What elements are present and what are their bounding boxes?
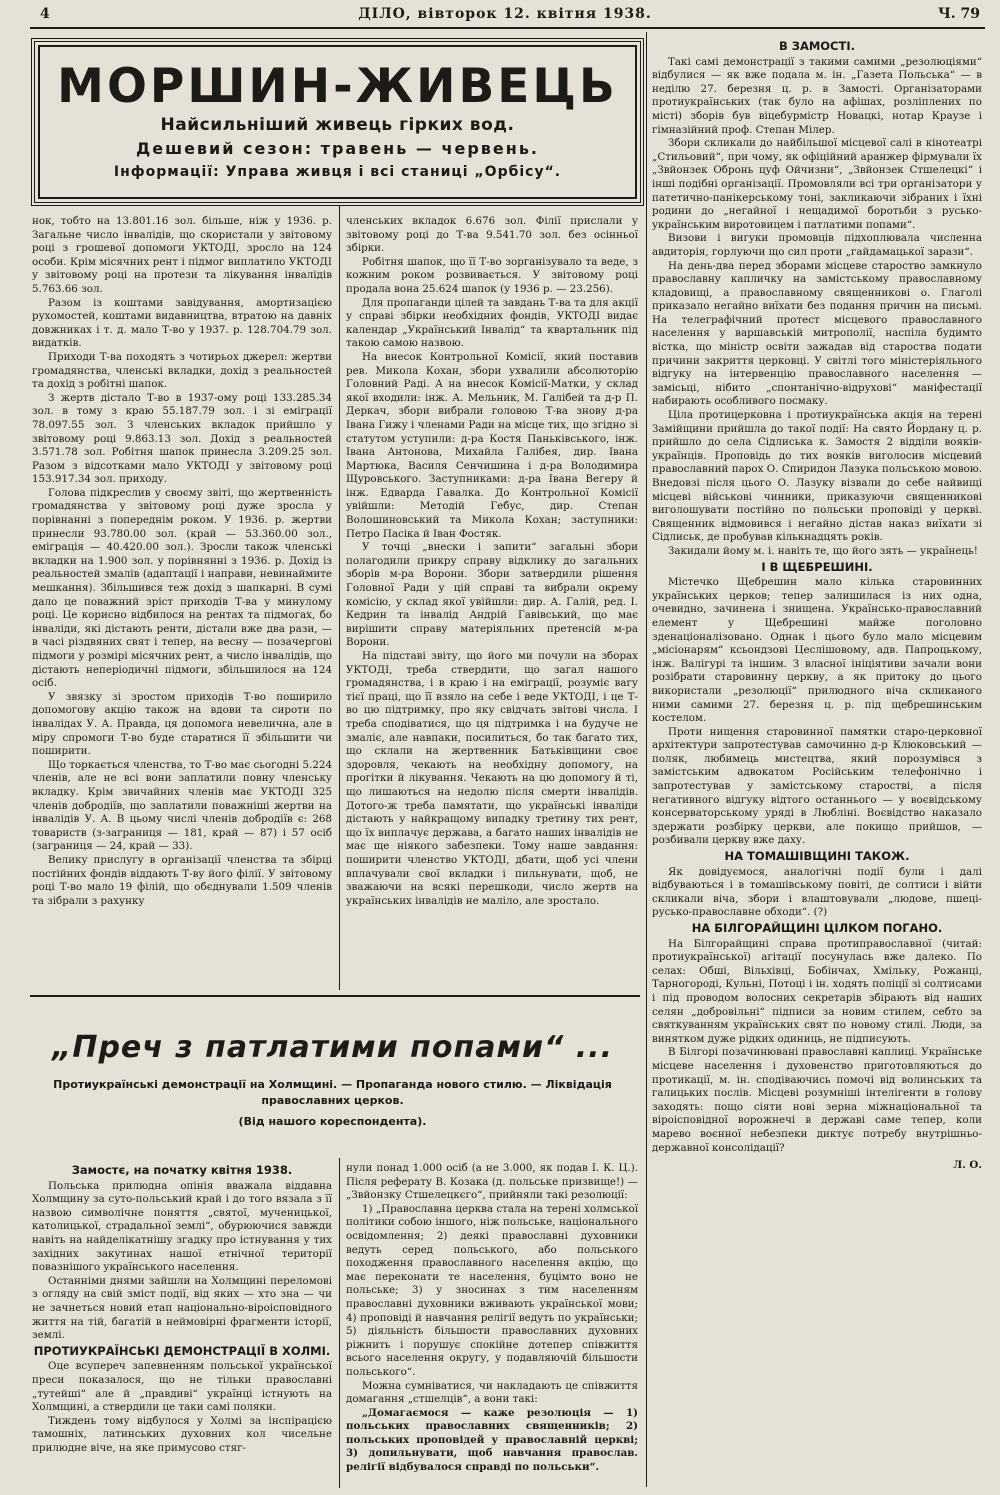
paragraph: Як довідуємося, аналогічні події були і далі відбуваються і в томашівському повіті, де солтиси і війти скликали віча, збори і влаштовували „людове, пшеці-русько-православне обходи“. (?) <box>652 865 982 919</box>
article-left-column <box>32 1162 332 1490</box>
paragraph: Для пропаганди цілей та завдань Т-ва та для акції у справі збірки необхідних фондів, УКТОДІ видає календар „Український Інвалід“ та квартальник під такою самою назвою. <box>346 296 638 350</box>
column-divider-mid <box>339 205 340 990</box>
middle-column <box>346 215 638 990</box>
paragraph: Голова підкреслив у своєму звіті, що жертвенність громадянства у звітовому році дуже зросла у порівнанні з попереднім роком. У 1936. р. жертви принесли 93.780.00 зол. (край — 53.360.00 зол., еміграція — 40.420.00 зол.). Зросли також членські вкладки на 1.900 зол. у порівнянні з 1936. р. Дохід із реальностей змалів (адаптації і направи, невинаймите мешкання). Збільшився теж дохід з шапкарні. В сумі дало це поважний зріст приходів Т-ва у минулому році. Це корисно відбилося на рентах та підмогах, бо інваліди, які дістають ренти, дістали вже два рази, — в часі різдвяних свят і тепер, на весну — позачергові підмоги у розмірі місячних рент, а число інвалідів, що дістають неперіодичні підмоги, збільшилося на 124 осіб. <box>32 486 332 690</box>
paragraph: Велику прислугу в організації членства та збірці постійних фондів віддають Т-ву його філії. У звітовому році Т-во мало 19 філій, що обєднували 1.509 членів та зібрали з рахунку <box>32 853 332 907</box>
paragraph: „Домагаємося — каже резолюція — 1) польських православних священників; 2) польських проповідей у православній церкві; 3) допильнувати, щоб навчання православ. релігії відбувалося справді по польськи“. <box>346 1406 638 1474</box>
section-heading: ПРОТИУКРАЇНСЬКІ ДЕМОНСТРАЦІЇ В ХОЛМІ. <box>33 1343 331 1358</box>
paragraph: нок, тобто на 13.801.16 зол. більше, ніж у 1936. р. Загальне число інвалідів, що скористали у звітовому році з грошевої допомоги УКТОДІ, зросло на 124 особи. Крім місячних рент і підмог виплатило УКТОДІ у звітовому році на протези та лікування інвалідів 5.763.66 зол. <box>32 215 332 295</box>
advertisement <box>38 45 637 199</box>
paragraph: На день-два перед зборами місцеве староство замкнуло православну капличку на замістському православному кладовищі, а православному священникові о. Глаголі приказало негайно виїхати без подання причин на письмі. На телеграфічний протест місцевого православного населення у варшавській митрополії, наспіла будимто вістка, що міністр освіти зажадав від староства подати причини закриття церковці. У світлі того міністеріяльного відгуку на інтервенцію православного населення — замісьці, нібито „спонтанічно-відрухові“ маніфестації набирають особливого посмаку. <box>652 259 982 408</box>
paragraph: Разом із коштами завідування, амортизацією рухомостей, коштами видавництва, втратою на давніх довжниках і т. д. мало Т-во у 1937. р. 128.704.79 зол. видатків. <box>32 296 332 350</box>
page-header <box>30 4 980 24</box>
paragraph: членських вкладок 6.676 зол. Філії прислали у звітовому році до Т-ва 9.541.70 зол. без осінньої збірки. <box>346 215 638 255</box>
article-correspondent: (Від нашого кореспондента). <box>238 1115 427 1128</box>
paragraph: Збори скликали до найбільшої місцевої салі в кінотеатрі „Стильовий“, при чому, як офіційний аранжер фірмували їх „Звйонзек Обронь цуф Ойчизни“, „Звйонзек Стшелецкі“ і інші подібні організації. Промовляли всі три організатори у патетично-панікерському тоні, закликаючи зібраних і їхні родини до „негайної і нещадимої боротьби з русько-українським виротовицем і патлатими попами“. <box>652 137 982 231</box>
paragraph: У звязку зі зростом приходів Т-во поширило допомогову акцію також на вдови та сироти по інвалідах У. А. Правда, ця допомога невелична, але в міру спромоги Т-во буде старатися її збільшити чи поширити. <box>32 690 332 758</box>
page-number: 4 <box>40 6 50 22</box>
header-rule <box>30 27 985 29</box>
paragraph: Проти нищення старовинної памятки старо-церковної архітектури запротестував самочинно д-р Клюковський — поляк, любимець мистецтва, який порозумівся з замістським адвокатом Російським телефонічно і запротестував у замістському старостві, а після негативного відгуку відтого останнього — у воєвідському консерваторському уряді в Любліні. Воєвідство наказало здержати розбірку церкви, але покищо прийшов, — розбивали церкву вже даху. <box>652 725 982 847</box>
paragraph: нули понад 1.000 осіб (а не 3.000, як подав І. К. Ц.). Після реферату В. Козака (д. польське призвище!) — „Звйонзку Стшелецкєго“, прийняли такі резолюції: <box>346 1162 638 1202</box>
paragraph: Приходи Т-ва походять з чотирьох джерел: жертви громадянства, членські вкладки, дохід з реальностей та дохід з робітні шапок. <box>32 350 332 391</box>
article-right-column <box>346 1162 638 1490</box>
ad-season: Дешевий сезон: травень — червень. <box>135 139 540 158</box>
paragraph: 1) „Православна церква стала на терені холмської політики собою іншого, ніж польське, національного освідомлення; 2) деякі православні духовники ведуть серед польського, або польського походження православного населення акцію, що має переконати те населення, буцімто воно не польське; 3) у зносинах з тим населенням православні духовники вживають української мови; 4) проповіді й навчання релігії ведуть по українськи; 5) діяльність більшости православних духовних ріжнить і порушує спокійне дотепер співжиття всього населення округу, у подавляючій більшости польського“. <box>346 1202 638 1378</box>
masthead: ДІЛО, вівторок 12. квітня 1938. <box>358 6 652 22</box>
paragraph: Робітня шапок, що її Т-во зорганізувало та веде, з кожним роком розвивається. У звітовому році продала вона 25.624 шапок (у 1936 р. — 23.256). <box>346 255 638 295</box>
section-rule <box>30 995 640 997</box>
section-heading: В ЗАМОСТІ. <box>779 39 855 53</box>
section-heading: НА ТОМАШІВЩИНІ ТАКОЖ. <box>724 849 910 864</box>
section-heading: НА БІЛГОРАЙЩИНІ ЦІЛКОМ ПОГАНО. <box>691 921 943 935</box>
paragraph: На Білгорайщині справа протиправославної (читай: протиукраїнської) агітації посунулась вже далеко. По селах: Обші, Вільхівці, Бобінчах, Хмільку, Рожанці, Тарногороді, Кульні, Потоці і ін. ходять поліції зі солтисами і під проводом волосних секретарів збірають від наших селян „добровільні“ підписи за новим стилем, себто за святкуванням українських свят по новому стилі. Люди, за винятком дуже рідких одиниць, не підписують. <box>652 937 982 1045</box>
left-column <box>32 215 332 990</box>
ad-title: МОРШИН-ЖИВЕЦЬ <box>57 59 618 114</box>
article-headline: „Преч з патлатими попами“ ... <box>52 1030 613 1065</box>
paragraph: В Білгорі позачинювані православні каплиці. Українське місцеве населення і духовенство приготовляються до протикації, м. ін. сподіваючись помочі від волинських та галицьких послів. Місцеві розумніші інтелігенти в голову заходять: пощо сіяти нові зерна міжнаціональної та віроісповідної ворожнечі в державі саме тепер, коли марево воєнної небезпеки диктує потребу внутрішньо-державної консолідації? <box>652 1046 982 1154</box>
paragraph: Містечко Щебрешин мало кілька старовинних українських церков; тепер залишилася із них одна, очевидно, зачинена і знищена. Українсько-православний елемент у Щебрешині майже поголовно зденаціоналізовано. Однак і цього було мало місцевим „місіонарям“ ксьондзові Цеслішовому, адв. Папроцькому, інж. Валігурі та іншим. З власної ініціятиви зачали вони розібрати старовинну церкву, а як притоку до цього використали „резолюції“ прилюдного віча скликаного ними самими 27. березня ц. р. під щебрешинським костелом. <box>652 576 982 725</box>
paragraph: Що торкається членства, то Т-во має сьогодні 5.224 членів, але не всі вони заплатили повну членську вкладку. Крім звичайних членів має УКТОДІ 325 членів добродіїв, що заплатили поважніші жертви на інвалідів У. А. В цьому числі членів добродіїв є: 268 товариств (з-заграниця — 181, край — 87) і 57 осіб (заграниця — 24, край — 33). <box>32 758 332 853</box>
paragraph: Такі самі демонстрації з такими самими „резолюціями“ відбулися — як вже подала м. ін. „Газета Польська“ — в неділю 27. березня ц. р. в Замості. Організаторами протиукраїнських (так було на афішах, розліплених по місті) зборів був віцебурмістр Новацкі, нотар Краузе і гімназійний проф. Степан Мілер. <box>652 55 982 136</box>
paragraph: Останніми днями зайшли на Холмщині переломові з огляду на свій зміст події, від яких — хто зна — чи не зачнеться новий етап національно-віроісповідного життя на тій, багатій в неймовірні фрагменти історії, землі. <box>32 1274 332 1342</box>
section-heading: І В ЩЕБРЕШИНІ. <box>761 559 873 574</box>
paragraph: Закидали йому м. і. навіть те, що його зять — українець! <box>668 544 978 557</box>
paragraph: Польська прилюдна опінія вважала віддавна Холмщину за суто-польський край і до того вязала з її назвою символічне поняття „святої, мученицької, католицької, страдальної землі“, обурюючися завжди навіть на найделікатнішу згадку про істнування у тих західних закутинах нашої етнічної території повазнішого українського населення. <box>32 1179 332 1274</box>
ad-subtitle: Найсильніший живець гірких вод. <box>160 115 515 135</box>
paragraph: Оце всупереч запевненням польської української преси показалося, що не тільки православні „тутейші“ але й „правдиві“ українці істнують на Холмщині, а ствердили це таки самі поляки. <box>32 1360 332 1414</box>
paragraph: Тиждень тому відбулося у Холмі за інспірацією тамошніх, латинських духовних кол чисельне прилюдне віче, на яке примусово стяг- <box>32 1414 332 1454</box>
signature: Л. О. <box>953 1159 982 1172</box>
right-column <box>652 38 982 1490</box>
column-divider-right <box>646 32 647 1487</box>
paragraph: На внесок Контрольної Комісії, який поставив рев. Микола Кохан, збори ухвалили абсолюторію Головний Раді. А на внесок Комісії-Матки, у склад якої входили: інж. А. Мельник, М. Галібей та д-р П. Деркач, збори вибрали головою Т-ва знову д-ра Івана Гижу і членами Ради на місце тих, що згідно зі статутом уступили: д-ра Костя Паньківського, інж. Івана Антонова, Михайла Галібея, дир. Івана Мартюка, Василя Сенчишина і д-ра Володимира Щуровського. Заступниками: д-ра Івана Вегеру й інж. Едварда Гавалка. До Контрольної Комісії увійшли: Методій Гебус, дир. Степан Волошиновський та Микола Кохан; заступники: Петро Пасіка й Іван Фостяк. <box>346 350 638 540</box>
paragraph: З жертв дістало Т-во в 1937-ому році 133.285.34 зол. в тому з краю 55.187.79 зол. і зі еміграції 78.097.55 зол. З членських вкладок прийшло у звітовому році 9.863.13 зол. Дохід з реальностей 3.571.78 зол. Робітня шапок принесла 3.209.25 зол. Разом з відсотками мало УКТОДІ у звітовому році 153.917.34 зол. приходу. <box>32 391 332 486</box>
paragraph: Ціла протицерковна і протиукраїнська акція на терені Замійщини прийшла до такої події: На свято Йордану ц. р. прийшло до села Сідлиська к. Замостя 2 відділи вояків-українців. Проповідь до тих вояків виголосив місцевий православний парох О. Спиридон Лазука польською мовою. Внедовзі після цього О. Лазуку візвали до себе найвищі місцеві військові чинники, приказуючи священникові виголошувати постійно по польськи проповіді у церкві. Священник відмовився і негайно дістав наказ виїхати зі Сідлиськ, де пробував кількнадцять років. <box>652 409 982 544</box>
issue-number: Ч. 79 <box>937 6 980 22</box>
dateline: Замостє, на початку квітня 1938. <box>71 1163 293 1177</box>
paragraph: Визови і вигуки промовців підхоплювала численна авдиторія, горлуючи що сил проти „гайдамацької зарази“. <box>652 232 982 258</box>
article-subheads: Протиукраїнські демонстрації на Холмщині. — Пропаганда нового стилю. — Ліквідація православних церков. <box>53 1078 612 1107</box>
column-divider-bottom <box>339 1158 340 1488</box>
article-headline-block <box>30 1010 635 1128</box>
paragraph: Можна сумніватися, чи накладають це співжиття домагання „стшелців“, а вони такі: <box>346 1379 638 1406</box>
ad-info: Інформації: Управа живця і всі станиці „Орбісу“. <box>113 164 562 180</box>
paragraph: У точці „внески і запити“ загальні збори полагодили прикру справу відклику до загальних зборів м-ра Ворони. Збори затвердили рішення Головної Ради у цій справі та вибрали окрему комісію, у склад якої увійшли: дир. А. Галій, ред. І. Кедрин та інвалід Андрій Гавівський, що має вирішити справу матеріяльних претенсій м-ра Ворони. <box>346 541 638 649</box>
paragraph: На підставі звіту, що його ми почули на зборах УКТОДІ, треба ствердити, що загал нашого громадянства, і в краю і на еміграції, розуміє вагу тієї праці, що її взяло на себе і веде УКТОДІ, і це Т-во цю підтримку, про яку свідчать звітові числа. І треба сподіватися, що ця підтримка і на будуче не змаліє, але навпаки, посилиться, бо так багато тих, що склали на жертвенник Батьківщини своє здоровля, чекають на необхідну допомогу, на прогітки й лікування. Чекають на цю допомогу й ті, що лишаються на недолю після смерти інвалідів. Дотого-ж треба памятати, що українські інваліди дістають у найкращому випадку третину тих рент, що їх виплачує держава, а багато наших інвалідів не має ще ніякого забезпеки. Тому наше завдання: поширити членство УКТОДІ, дбати, щоб усі члени вплачували свої вкладки і пильнувати, щоб, не зважаючи на всякі перешкоди, число жертв на українських інвалідів не маліло, але зростало. <box>346 650 638 907</box>
